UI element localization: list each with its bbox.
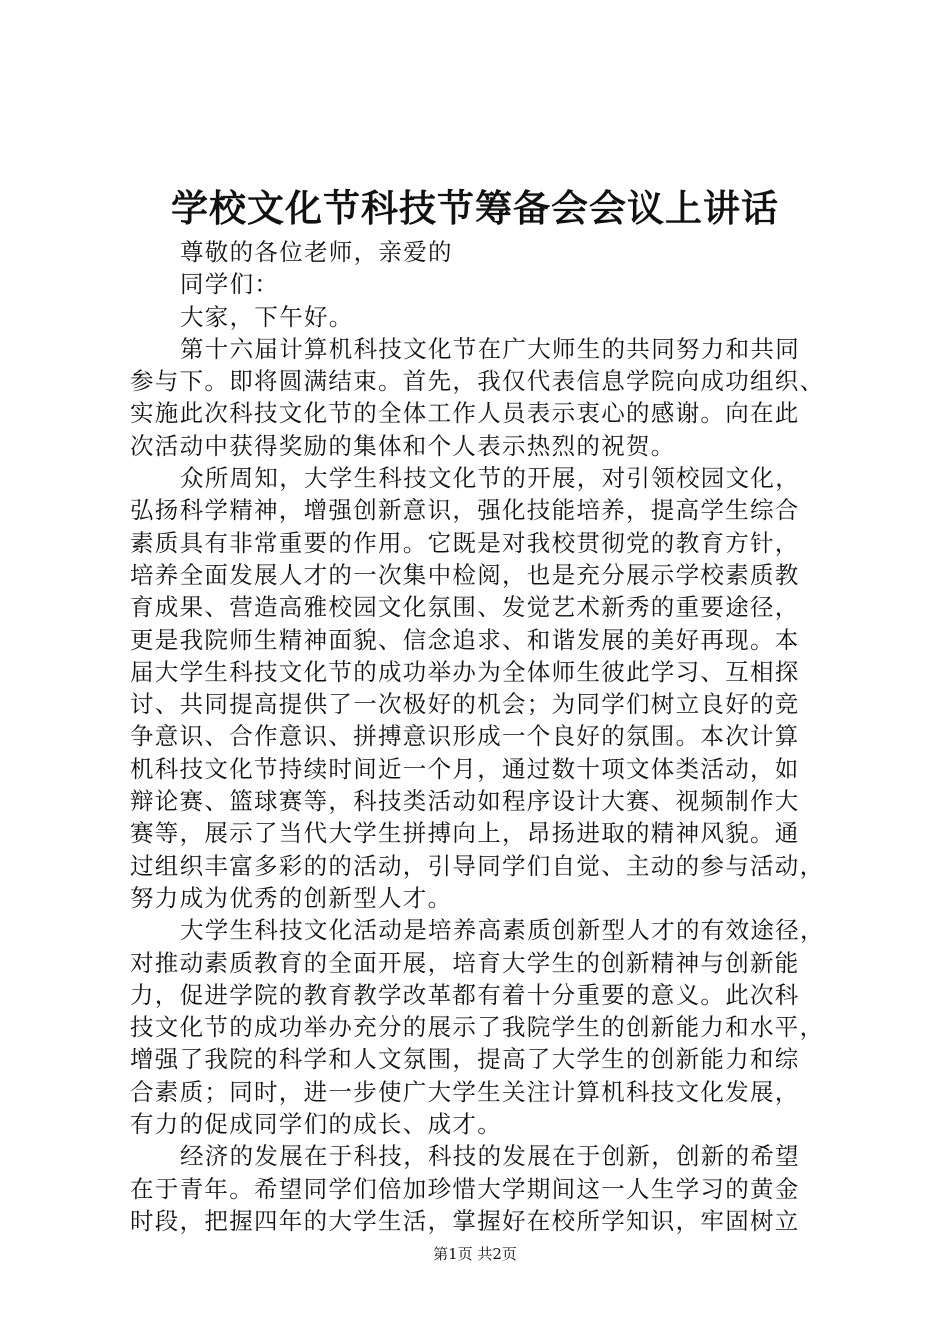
text-line: 经济的发展在于科技，科技的发展在于创新，创新的希望 <box>180 1142 800 1171</box>
document-body <box>130 236 830 1237</box>
text-line: 争意识、合作意识、拼搏意识形成一个良好的氛围。本次计算 <box>130 722 800 751</box>
text-line: 过组织丰富多彩的的活动，引导同学们自觉、主动的参与活动， <box>130 851 825 880</box>
text-line: 努力成为优秀的创新型人才。 <box>130 883 453 912</box>
text-line: 增强了我院的科学和人文氛围，提高了大学生的创新能力和综 <box>130 1045 800 1074</box>
text-line: 届大学生科技文化节的成功举办为全体师生彼此学习、互相探 <box>130 657 800 686</box>
text-line: 育成果、营造高雅校园文化氛围、发觉艺术新秀的重要途径， <box>130 593 800 622</box>
text-line: 参与下。即将圆满结束。首先，我仅代表信息学院向成功组织、 <box>130 367 825 396</box>
text-line: 力，促进学院的教育教学改革都有着十分重要的意义。此次科 <box>130 980 800 1009</box>
text-line: 合素质；同时，进一步使广大学生关注计算机科技文化发展， <box>130 1077 800 1106</box>
text-line: 第十六届计算机科技文化节在广大师生的共同努力和共同 <box>180 334 800 363</box>
paragraph <box>130 1140 830 1237</box>
text-line: 时段，把握四年的大学生活，掌握好在校所学知识，牢固树立 <box>130 1206 800 1235</box>
page-number-footer: 第1页 共2页 <box>433 1245 517 1263</box>
paragraph <box>130 462 830 914</box>
text-line: 次活动中获得奖励的集体和个人表示热烈的祝贺。 <box>130 431 676 460</box>
document-title: 学校文化节科技节筹备会会议上讲话 <box>171 186 779 230</box>
text-line: 赛等，展示了当代大学生拼搏向上，昂扬进取的精神风貌。通 <box>130 819 800 848</box>
text-line: 辩论赛、篮球赛等，科技类活动如程序设计大赛、视频制作大 <box>130 787 800 816</box>
text-line: 众所周知，大学生科技文化节的开展，对引领校园文化， <box>180 464 800 493</box>
text-line: 实施此次科技文化节的全体工作人员表示衷心的感谢。向在此 <box>130 399 800 428</box>
text-line: 弘扬科学精神，增强创新意识，强化技能培养，提高学生综合 <box>130 496 800 525</box>
text-line: 大学生科技文化活动是培养高素质创新型人才的有效途径， <box>180 916 825 945</box>
greeting-line: 大家，下午好。 <box>180 302 354 331</box>
text-line: 更是我院师生精神面貌、信念追求、和谐发展的美好再现。本 <box>130 625 800 654</box>
text-line: 讨、共同提高提供了一次极好的机会；为同学们树立良好的竞 <box>130 690 800 719</box>
text-line: 有力的促成同学们的成长、成才。 <box>130 1110 502 1139</box>
text-line: 技文化节的成功举办充分的展示了我院学生的创新能力和水平， <box>130 1013 825 1042</box>
paragraph <box>130 914 830 1140</box>
text-line: 培养全面发展人才的一次集中检阅，也是充分展示学校素质教 <box>130 560 800 589</box>
greeting-line: 同学们： <box>180 270 280 299</box>
greeting-line: 尊敬的各位老师，亲爱的 <box>180 238 453 266</box>
paragraph <box>130 333 830 462</box>
text-line: 素质具有非常重要的作用。它既是对我校贯彻党的教育方针， <box>130 528 800 557</box>
text-line: 在于青年。希望同学们倍加珍惜大学期间这一人生学习的黄金 <box>130 1174 800 1203</box>
text-line: 机科技文化节持续时间近一个月，通过数十项文体类活动，如 <box>130 754 800 783</box>
text-line: 对推动素质教育的全面开展，培育大学生的创新精神与创新能 <box>130 948 800 977</box>
